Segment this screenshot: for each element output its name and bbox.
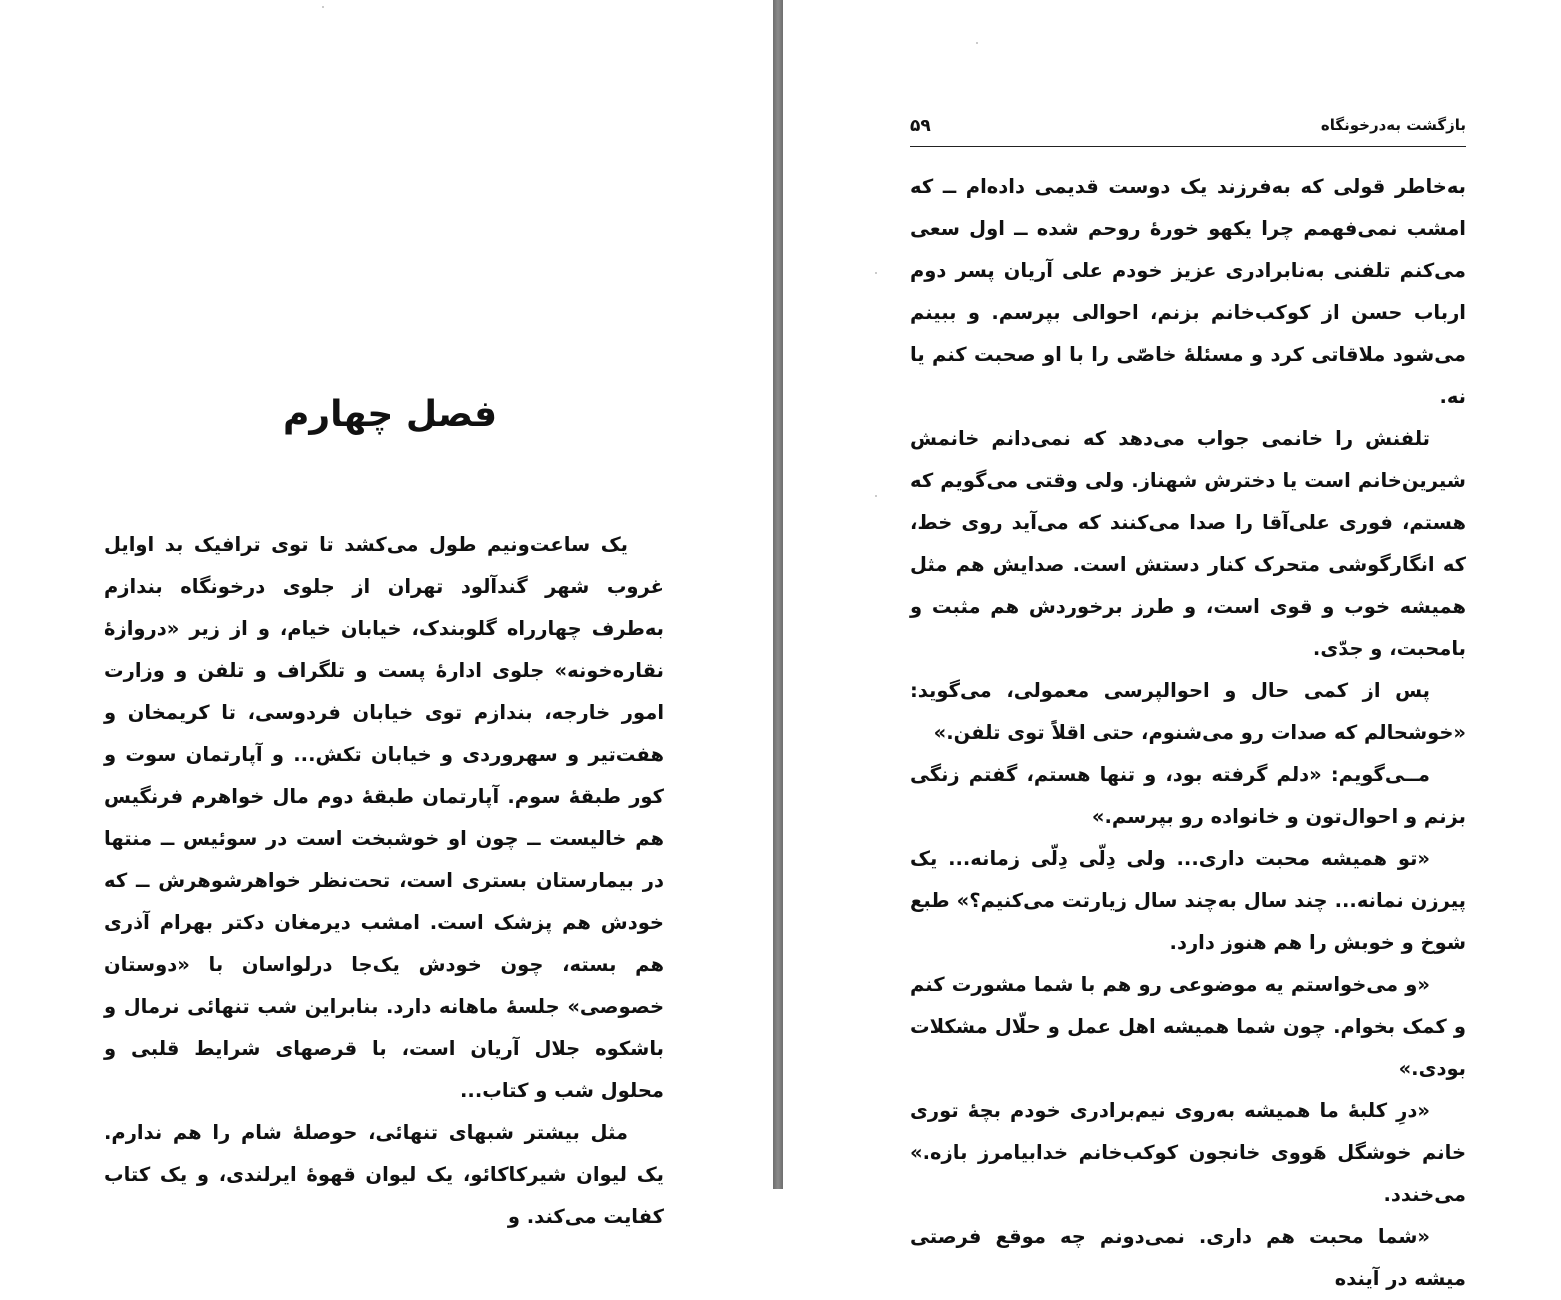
page-number: ۵۹ (910, 116, 931, 136)
scan-speck (875, 272, 877, 274)
paragraph: مــی‌گویم: «دلم گرفته بود، و تنها هستم، گفتم زنگی بزنم و احوال‌تون و خانواده رو بپرسم.» (910, 763, 1466, 828)
paragraph: «تو همیشه محبت داری... ولی دِلّی دِلّی زمانه... یک پیرزن نمانه... چند سال به‌چند سال زیارتت می‌کنیم؟» طبع شوخ و خوبش را هم هنوز دارد. (910, 847, 1466, 954)
paragraph: به‌خاطر قولی که به‌فرزند یک دوست قدیمی داده‌ام ــ که امشب نمی‌فهمم چرا یکهو خورهٔ روحم شده ــ اول سعی می‌کنم تلفنی به‌نابرادری عزیز خودم علی آریان پسر دوم ارباب حسن از کوکب‌خانم بزنم، احوالی بپرسم. و ببینم می‌شود ملاقاتی کرد و مسئلهٔ خاصّی را با او صحبت کنم یا نه. (910, 175, 1466, 408)
left-page (0, 0, 773, 1228)
paragraph: «و می‌خواستم یه موضوعی رو هم با شما مشورت کنم و کمک بخوام. چون شما همیشه اهل عمل و حلّال مشکلات بودی.» (910, 973, 1466, 1080)
paragraph: «درِ کلبهٔ ما همیشه به‌روی نیم‌برادری خودم بچهٔ توری خانم خوشگل هَووی خانجون کوکب‌خانم خدابیامرز بازه.» می‌خندد. (910, 1099, 1466, 1206)
paragraph: پس از کمی حال و احوالپرسی معمولی، می‌گوید: «خوشحالم که صدات رو می‌شنوم، حتی اقلاً توی تلفن.» (910, 679, 1466, 744)
book-gutter (773, 0, 783, 1189)
right-page (783, 0, 1561, 1290)
scan-speck (875, 495, 877, 497)
paragraph: یک ساعت‌ونیم طول می‌کشد تا توی ترافیک بد اوایل غروب شهر گندآلود تهران از جلوی درخونگاه بندازم به‌طرف چهارراه گلوبندک، خیابان خیام، و از زیر «دروازهٔ نقاره‌خونه» جلوی ادارهٔ پست و تلگراف و تلفن و وزارت امور خارجه، بندازم توی خیابان فردوسی، تا کریمخان و هفت‌تیر و سهروردی و خیابان تکش... و آپارتمان سوت و کور طبقهٔ سوم. آپارتمان طبقهٔ دوم مال خواهرم فرنگیس هم خالیست ــ چون او خوشبخت است در سوئیس ــ منتها در بیمارستان بستری است، تحت‌نظر خواهرشوهرش ــ که خودش هم پزشک است. امشب دیرمغان دکتر بهرام آذری هم بسته، چون خودش یک‌جا درلواسان با «دوستان خصوصی» جلسهٔ ماهانه دارد. بنابراین شب تنهائی نرمال و باشکوه جلال آریان است، با قرصهای شرایط قلبی و محلول شب و کتاب... (104, 533, 664, 1102)
scan-speck (976, 42, 978, 44)
paragraph: تلفنش را خانمی جواب می‌دهد که نمی‌دانم خانمش شیرین‌خانم است یا دخترش شهناز. ولی وقتی می‌گویم که هستم، فوری علی‌آقا را صدا می‌کنند که می‌آید روی خط، که انگارگوشی متحرک کنار دستش است. صدایش هم مثل همیشه خوب و قوی است، و طرز برخوردش هم مثبت و بامحبت، و جدّی. (910, 427, 1466, 660)
running-title: بازگشت به‌درخونگاه (1320, 116, 1466, 134)
chapter-title: فصل چهارم (282, 394, 498, 435)
left-page-body (104, 524, 664, 1238)
right-page-body (910, 166, 1466, 1300)
scan-speck (322, 6, 324, 8)
paragraph: مثل بیشتر شبهای تنهائی، حوصلهٔ شام را هم ندارم. یک لیوان شیرکاکائو، یک لیوان قهوهٔ ایرلندی، و یک کتاب کفایت می‌کند. و (104, 1121, 664, 1228)
paragraph: «شما محبت هم داری. نمی‌دونم چه موقع فرصتی میشه در آینده (910, 1225, 1466, 1290)
running-header (910, 112, 1466, 147)
